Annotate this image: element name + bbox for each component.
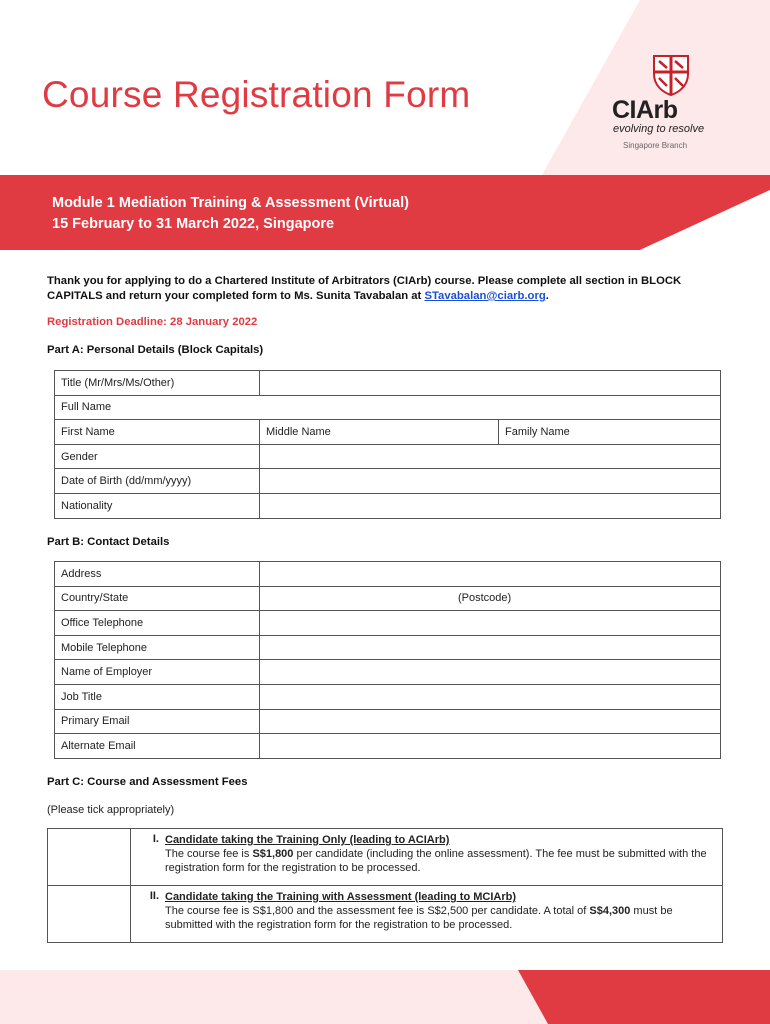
office-telephone-input[interactable] (260, 611, 721, 636)
logo-branch: Singapore Branch (623, 141, 688, 150)
intro-paragraph (47, 274, 737, 304)
job-title-input[interactable] (260, 684, 721, 709)
option-2-numeral: II. (131, 886, 166, 943)
primary-email-label: Primary Email (55, 709, 260, 734)
option-1-checkbox[interactable] (48, 829, 131, 886)
intro-suffix: . (545, 290, 549, 302)
ciarb-shield-icon (650, 52, 692, 96)
address-label: Address (55, 562, 260, 587)
personal-details-table (54, 370, 721, 519)
employer-label: Name of Employer (55, 660, 260, 685)
job-title-label: Job Title (55, 684, 260, 709)
alternate-email-label: Alternate Email (55, 734, 260, 759)
option-2-description (165, 886, 723, 943)
nationality-label: Nationality (55, 493, 260, 518)
dob-input[interactable] (260, 469, 721, 494)
option-1-text-cont: per candidate (including the online assessment). The fee must be submitted with the registration form for the registration to be processed. (165, 848, 707, 874)
banner-course-dates: 15 February to 31 March 2022, Singapore (52, 216, 335, 232)
contact-email-link[interactable]: STavabalan@ciarb.org (424, 290, 546, 302)
mobile-telephone-label: Mobile Telephone (55, 635, 260, 660)
contact-details-table (54, 561, 721, 759)
title-input[interactable] (260, 371, 721, 396)
banner-course-title: Module 1 Mediation Training & Assessment (Virtual) (52, 195, 409, 211)
country-input[interactable] (260, 586, 721, 611)
postcode-label: (Postcode) (458, 592, 512, 605)
nationality-input[interactable] (260, 493, 721, 518)
intro-text: Thank you for applying to do a Chartered Institute of Arbitrators (CIArb) course. Please complete all section in BLOCK CAPITALS and return your completed form to Ms. Sunita Tavabalan at (47, 275, 682, 302)
employer-input[interactable] (260, 660, 721, 685)
middle-name-field[interactable]: Middle Name (260, 420, 499, 445)
option-1-amount: S$1,800 (252, 848, 294, 860)
footer-decoration (0, 970, 770, 1024)
part-c-heading: Part C: Course and Assessment Fees (47, 776, 248, 788)
option-1-title: Candidate taking the Training Only (leading to ACIArb) (165, 834, 450, 846)
country-label: Country/State (55, 586, 260, 611)
logo-name: CIArb (612, 96, 678, 124)
alternate-email-input[interactable] (260, 734, 721, 759)
option-1-numeral: I. (131, 829, 166, 886)
option-2-text: The course fee is S$1,800 and the assessment fee is S$2,500 per candidate. A total of (165, 905, 590, 917)
title-label: Title (Mr/Mrs/Ms/Other) (55, 371, 260, 396)
full-name-label: Full Name (55, 395, 721, 420)
logo-tagline: evolving to resolve (613, 123, 705, 135)
registration-deadline: Registration Deadline: 28 January 2022 (47, 316, 258, 328)
page-title: Course Registration Form (42, 74, 471, 115)
banner (52, 193, 409, 235)
fees-table (47, 828, 723, 943)
family-name-field[interactable]: Family Name (499, 420, 721, 445)
mobile-telephone-input[interactable] (260, 635, 721, 660)
option-2-checkbox[interactable] (48, 886, 131, 943)
option-1-text: The course fee is (165, 848, 253, 860)
primary-email-input[interactable] (260, 709, 721, 734)
option-2-text-cont: must be submitted with the registration form for the registration to be processed. (165, 905, 673, 931)
address-input[interactable] (260, 562, 721, 587)
dob-label: Date of Birth (dd/mm/yyyy) (55, 469, 260, 494)
option-2-amount: S$4,300 (589, 905, 631, 917)
part-a-heading: Part A: Personal Details (Block Capitals) (47, 344, 264, 356)
gender-label: Gender (55, 444, 260, 469)
part-b-heading: Part B: Contact Details (47, 536, 170, 548)
option-1-description (165, 829, 723, 886)
office-telephone-label: Office Telephone (55, 611, 260, 636)
tick-note: (Please tick appropriately) (47, 804, 175, 816)
gender-input[interactable] (260, 444, 721, 469)
first-name-field[interactable]: First Name (55, 420, 260, 445)
option-2-title: Candidate taking the Training with Assessment (leading to MCIArb) (165, 891, 517, 903)
